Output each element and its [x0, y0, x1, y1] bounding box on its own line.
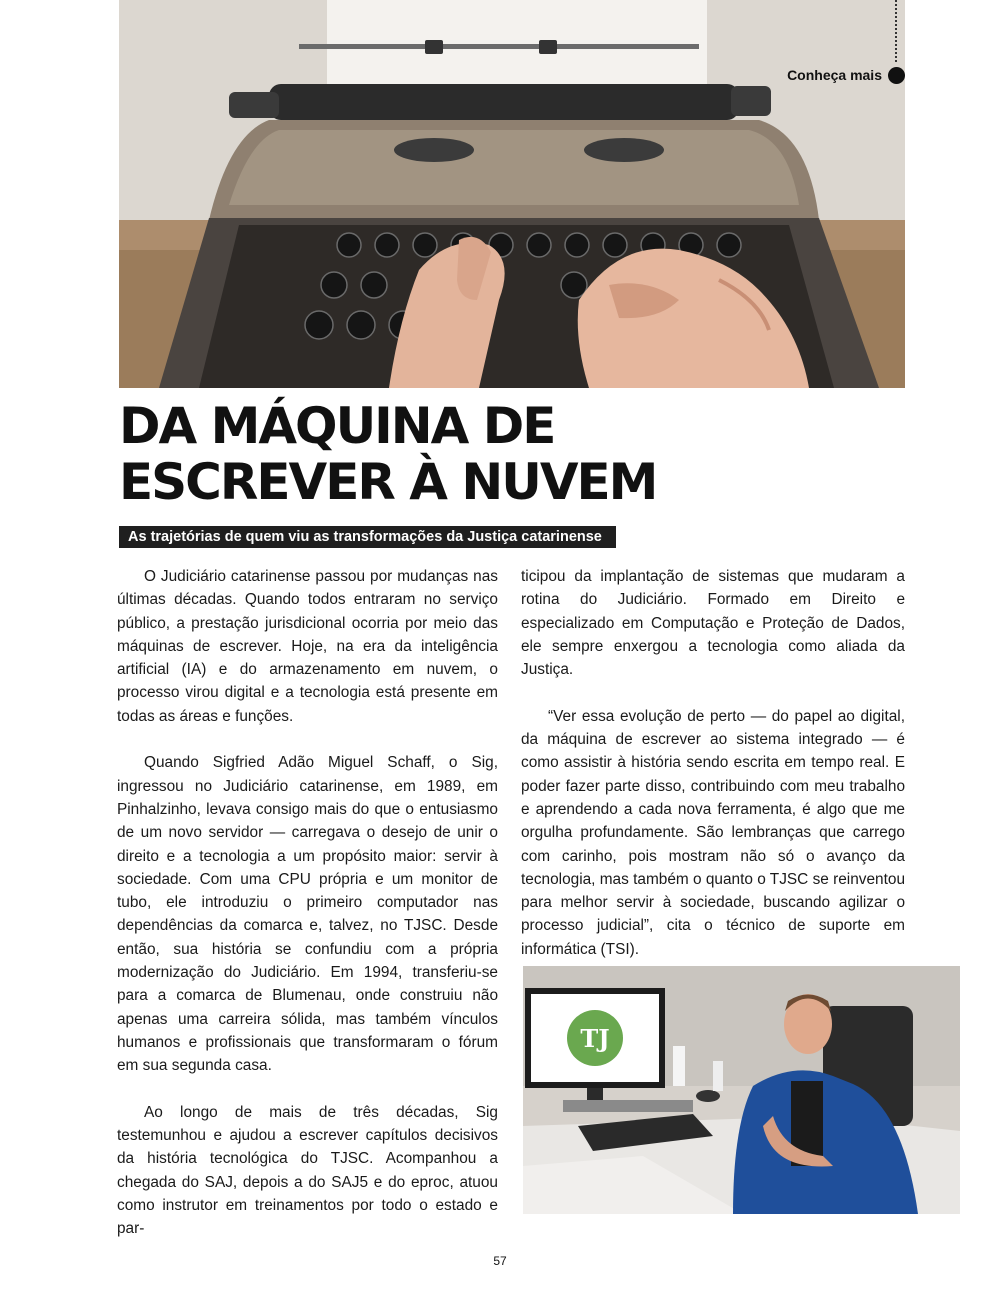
paragraph: Quando Sigfried Adão Miguel Schaff, o Sig, ingressou no Judiciário catarinense, em 1989, em Pinhalzinho, levava consigo mais do que o entusiasmo de um novo servidor — carregava o desejo de unir o direito e a tecnologia a um propósito maior: servir à sociedade. Com uma CPU própria e um monitor de tubo, ele introduziu o primeiro computador nas dependências da comarca e, talvez, no TJSC. Desde então, sua história se confundiu com a própria modernização do Judiciário. Em 1994, transferiu-se para a comarca de Blumenau, onde construiu não apenas uma carreira sólida, mas também vínculos humanos e profissionais que transformaram o fórum em sua segunda casa.: [117, 754, 498, 1075]
portrait-photo: [523, 966, 960, 1214]
left-column: [117, 565, 498, 1264]
article-title-line-2: ESCREVER À NUVEM: [119, 453, 657, 511]
bullet-dot-icon: [888, 67, 905, 84]
typewriter-photo-icon: [119, 0, 905, 388]
hero-photo: [119, 0, 905, 388]
article-subtitle: As trajetórias de quem viu as transformações da Justiça catarinense: [119, 526, 616, 548]
section-tag-label: Conheça mais: [787, 67, 882, 83]
portrait-photo-icon: [523, 966, 960, 1214]
right-column: [521, 565, 905, 984]
section-tag: [787, 64, 905, 86]
paragraph: O Judiciário catarinense passou por mudanças nas últimas décadas. Quando todos entraram no serviço público, a prestação jurisdicional ocorria por meio das máquinas de escrever. Hoje, na era da inteligência artificial (IA) e do armazenamento em nuvem, o processo virou digital e a tecnologia está presente em todas as áreas e funções.: [117, 568, 498, 725]
paragraph-continuation: ticipou da implantação de sistemas que mudaram a rotina do Judiciário. Formado em Direito e especializado em Computação e Proteção de Dados, ele sempre enxergou a tecnologia como aliada da Justiça.: [521, 568, 905, 679]
quote-paragraph: “Ver essa evolução de perto — do papel ao digital, da máquina de escrever ao sistema integrado — é como assistir à história sendo escrita em tempo real. E poder fazer parte disso, contribuindo com meu trabalho e aprendendo a cada nova ferramenta, é algo que me orgulha profundamente. São lembranças que carrego com carinho, pois mostram não só o avanço da tecnologia, mas também o quanto o TJSC se reinventou para melhor servir à sociedade, buscando agilizar o processo judicial”, cita o técnico de suporte em informática (TSI).: [521, 707, 905, 958]
page-number: 57: [493, 1254, 507, 1268]
section-tag-rule: [895, 0, 897, 62]
monitor-logo: TJ: [580, 1024, 610, 1053]
article-title-line-1: DA MÁQUINA DE: [119, 397, 555, 455]
paragraph: Ao longo de mais de três décadas, Sig testemunhou e ajudou a escrever capítulos decisivos da história tecnológica do TJSC. Acompanhou a chegada do SAJ, depois a do SAJ5 e do eproc, atuou como instrutor em treinamentos por todo o estado e par-: [117, 1103, 498, 1238]
article-title: [119, 398, 899, 510]
